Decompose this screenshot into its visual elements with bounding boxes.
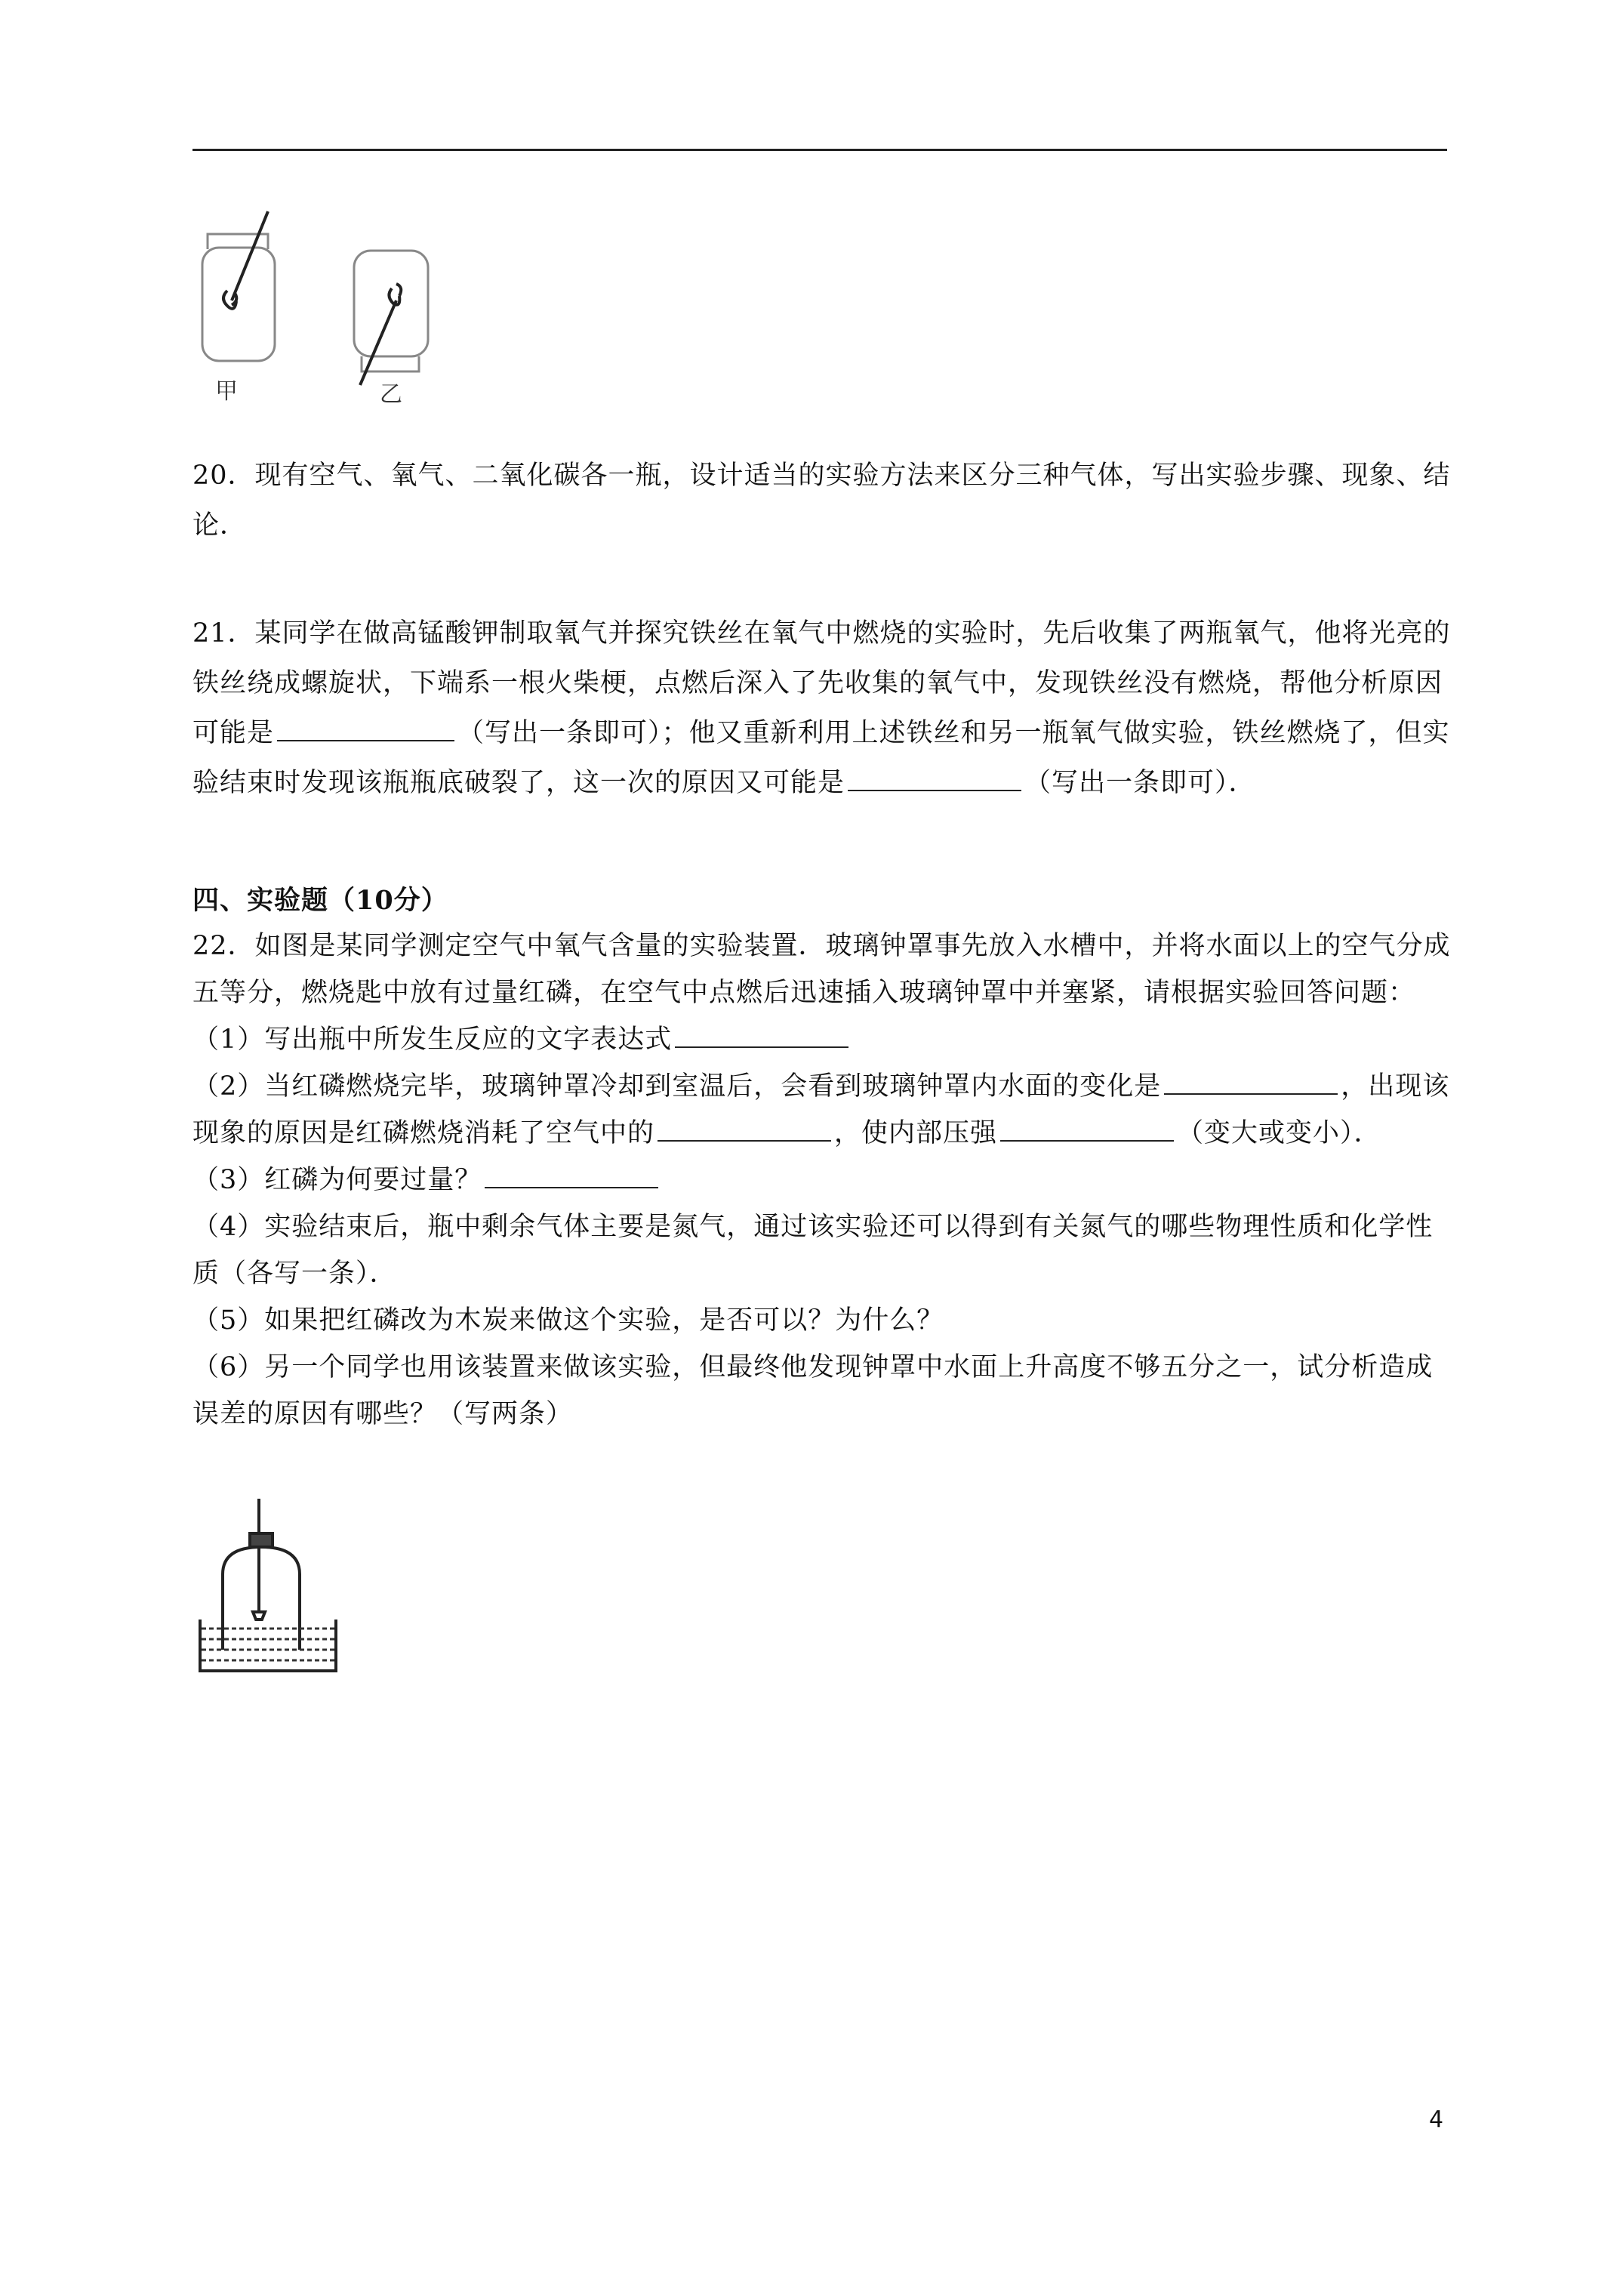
bottle-jia — [202, 234, 275, 361]
q22-s5: （5）如果把红磷改为木炭来做这个实验，是否可以？为什么？ — [192, 1305, 944, 1336]
q21-part2: （写出一条即可）；他又重新利用上述铁丝和另一瓶氧气做实验，铁丝燃烧了，但实验结束时发现该瓶瓶底破裂了，这一次的原因又可能是 — [192, 718, 1450, 798]
answer-blank[interactable] — [848, 764, 1021, 791]
q22-s1 — [192, 1016, 1453, 1063]
section4-heading: 四、实验题（10分） — [192, 885, 448, 916]
answer-blank[interactable] — [485, 1161, 658, 1188]
q21-part3: （写出一条即可）． — [1024, 768, 1256, 798]
q22-s2 — [192, 1063, 1453, 1157]
answer-blank[interactable] — [1000, 1114, 1174, 1142]
answer-blank[interactable] — [675, 1021, 848, 1048]
q20-text: 20．现有空气、氧气、二氧化碳各一瓶，设计适当的实验方法来区分三种气体，写出实验步骤、现象、结论． — [192, 461, 1451, 541]
label-yi: 乙 — [380, 381, 402, 408]
q22-s2d-text: （变大或变小）． — [1177, 1118, 1381, 1148]
q22-intro: 22．如图是某同学测定空气中氧气含量的实验装置．玻璃钟罩事先放入水槽中，并将水面以上的空气分成五等分，燃烧匙中放有过量红磷，在空气中点燃后迅速插入玻璃钟罩中并塞紧，请根据实验回答问题： — [192, 931, 1451, 1008]
header-rule — [192, 149, 1447, 151]
page-number: 4 — [1429, 2106, 1444, 2133]
wire-yi — [360, 284, 401, 385]
iron-wire-bottles-figure — [192, 204, 479, 408]
answer-blank[interactable] — [658, 1114, 831, 1142]
q22-s6: （6）另一个同学也用该装置来做该实验，但最终他发现钟罩中水面上升高度不够五分之一，试分析造成误差的原因有哪些？（写两条） — [192, 1352, 1434, 1429]
section-heading — [192, 876, 1453, 926]
label-jia: 甲 — [215, 378, 238, 405]
question-21 — [192, 609, 1453, 808]
q21-part1: 21．某同学在做高锰酸钾制取氧气并探究铁丝在氧气中燃烧的实验时，先后收集了两瓶氧气，他将光亮的铁丝绕成螺旋状，下端系一根火柴梗，点燃后深入了先收集的氧气中，发现铁丝没有燃烧，帮他分析原因可能是 — [192, 618, 1451, 748]
q22-s2a-text: （2）当红磷燃烧完毕，玻璃钟罩冷却到室温后，会看到玻璃钟罩内水面的变化是 — [192, 1071, 1162, 1102]
answer-blank[interactable] — [277, 714, 454, 741]
answer-blank[interactable] — [1164, 1068, 1338, 1095]
q22-s2b-text: ，出现该现象的原因是红磷燃烧消耗了空气中的 — [192, 1071, 1450, 1148]
question-22 — [192, 923, 1453, 1438]
q22-s4: （4）实验结束后，瓶中剩余气体主要是氮气，通过该实验还可以得到有关氮气的哪些物理性质和化学性质（各写一条）． — [192, 1212, 1434, 1289]
question-20 — [192, 451, 1453, 550]
bell-jar-apparatus-figure — [192, 1499, 343, 1680]
q22-s3-text: （3）红磷为何要过量？ — [192, 1165, 482, 1195]
wire-jia — [223, 211, 268, 309]
q22-s3 — [192, 1157, 1453, 1203]
q22-s2c-text: ，使内部压强 — [834, 1118, 998, 1148]
q22-s1-text: （1）写出瓶中所发生反应的文字表达式 — [192, 1025, 673, 1055]
